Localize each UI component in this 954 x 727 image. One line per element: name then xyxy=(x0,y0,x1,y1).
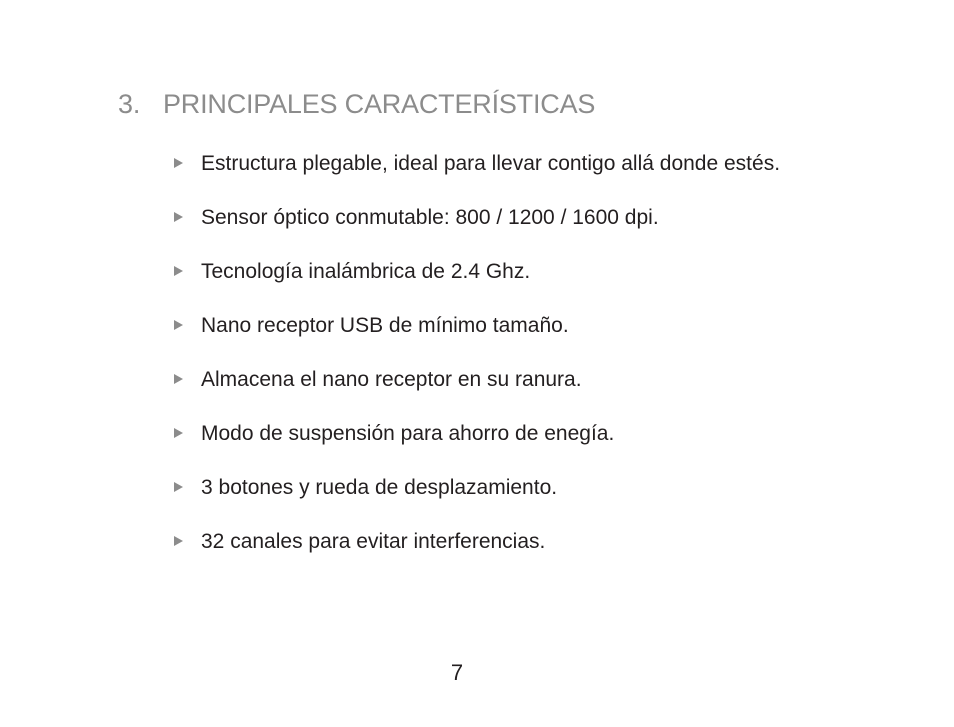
feature-text: Nano receptor USB de mínimo tamaño. xyxy=(201,314,569,337)
triangle-bullet-icon xyxy=(174,320,183,330)
triangle-bullet-icon xyxy=(174,428,183,438)
section-heading xyxy=(118,86,595,122)
feature-text: 32 canales para evitar interferencias. xyxy=(201,530,546,553)
triangle-bullet-icon xyxy=(174,374,183,384)
feature-text: Estructura plegable, ideal para llevar contigo allá donde estés. xyxy=(201,152,781,175)
triangle-bullet-icon xyxy=(174,266,183,276)
list-item xyxy=(174,254,834,290)
triangle-bullet-icon xyxy=(174,536,183,546)
feature-text: 3 botones y rueda de desplazamiento. xyxy=(201,476,558,499)
list-item xyxy=(174,200,834,236)
triangle-bullet-icon xyxy=(174,482,183,492)
section-title: PRINCIPALES CARACTERÍSTICAS xyxy=(163,89,596,119)
feature-text: Sensor óptico conmutable: 800 / 1200 / 1600 dpi. xyxy=(201,206,659,229)
list-item xyxy=(174,308,834,344)
triangle-bullet-icon xyxy=(174,212,183,222)
page-number: 7 xyxy=(450,660,464,685)
list-item xyxy=(174,470,834,506)
list-item xyxy=(174,146,834,182)
list-item xyxy=(174,524,834,560)
section-number: 3. xyxy=(118,89,141,119)
list-item xyxy=(174,416,834,452)
feature-text: Tecnología inalámbrica de 2.4 Ghz. xyxy=(201,260,531,283)
feature-text: Modo de suspensión para ahorro de enegía. xyxy=(201,422,615,445)
list-item xyxy=(174,362,834,398)
feature-text: Almacena el nano receptor en su ranura. xyxy=(201,368,582,391)
feature-list xyxy=(174,146,834,578)
triangle-bullet-icon xyxy=(174,158,183,168)
